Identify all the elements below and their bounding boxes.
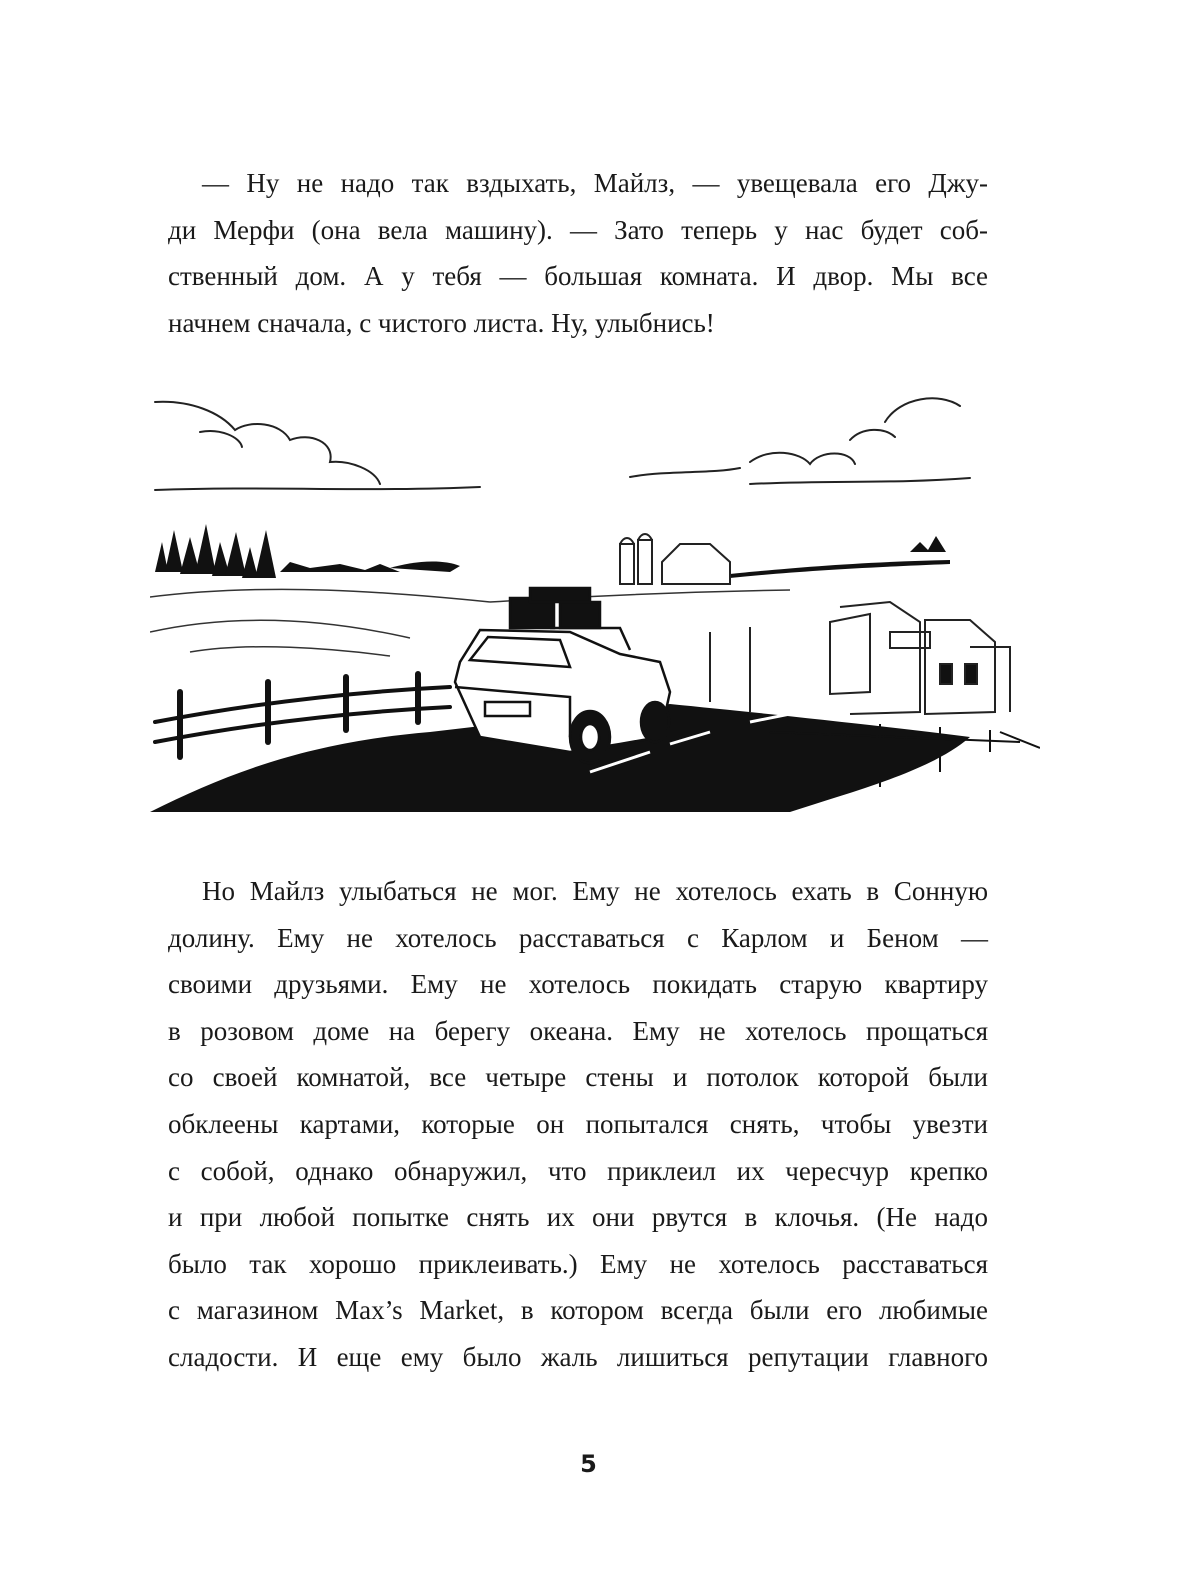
cloud-left: [155, 402, 480, 490]
road-trip-illustration: [150, 392, 1040, 832]
text-line: было так хорошо приклеивать.) Ему не хотелось расставаться: [168, 1248, 988, 1279]
car: [455, 588, 670, 763]
text-line: своими друзьями. Ему не хотелось покидать старую квартиру: [168, 969, 988, 1000]
text-line: — Ну не надо так вздыхать, Майлз, — увещевала его Джу-: [202, 168, 988, 198]
cloud-right: [630, 398, 970, 484]
distant-hills: [730, 536, 950, 578]
text-line: и при любой попытке снять их они рвутся в клочья. (Не надо: [168, 1202, 988, 1233]
text-line: Но Майлз улыбаться не мог. Ему не хотелось ехать в Сонную: [202, 876, 988, 906]
text-line: с магазином Max’s Market, в котором всегда были его любимые: [168, 1295, 988, 1326]
text-line: ди Мерфи (она вела машину). — Зато теперь у нас будет соб-: [168, 214, 988, 245]
treeline: [155, 524, 460, 578]
paragraph-dialogue: [168, 160, 988, 346]
text-line: начнем сначала, с чистого листа. Ну, улыбнись!: [168, 307, 715, 338]
text-line: ственный дом. А у тебя — большая комната. И двор. Мы все: [168, 261, 988, 292]
paragraph-narrative: [168, 868, 988, 1381]
text-line: сладости. И еще ему было жаль лишиться репутации главного: [168, 1341, 988, 1372]
text-line: долину. Ему не хотелось расставаться с Карлом и Беном —: [168, 922, 988, 953]
silos-barn: [620, 534, 730, 584]
text-line: со своей комнатой, все четыре стены и потолок которой были: [168, 1062, 988, 1093]
text-line: с собой, однако обнаружил, что приклеил их чересчур крепко: [168, 1155, 988, 1186]
page-number: 5: [580, 1450, 597, 1478]
text-line: обклеены картами, которые он попытался снять, чтобы увезти: [168, 1108, 988, 1139]
text-line: в розовом доме на берегу океана. Ему не хотелось прощаться: [168, 1015, 988, 1046]
houses: [710, 602, 1010, 714]
